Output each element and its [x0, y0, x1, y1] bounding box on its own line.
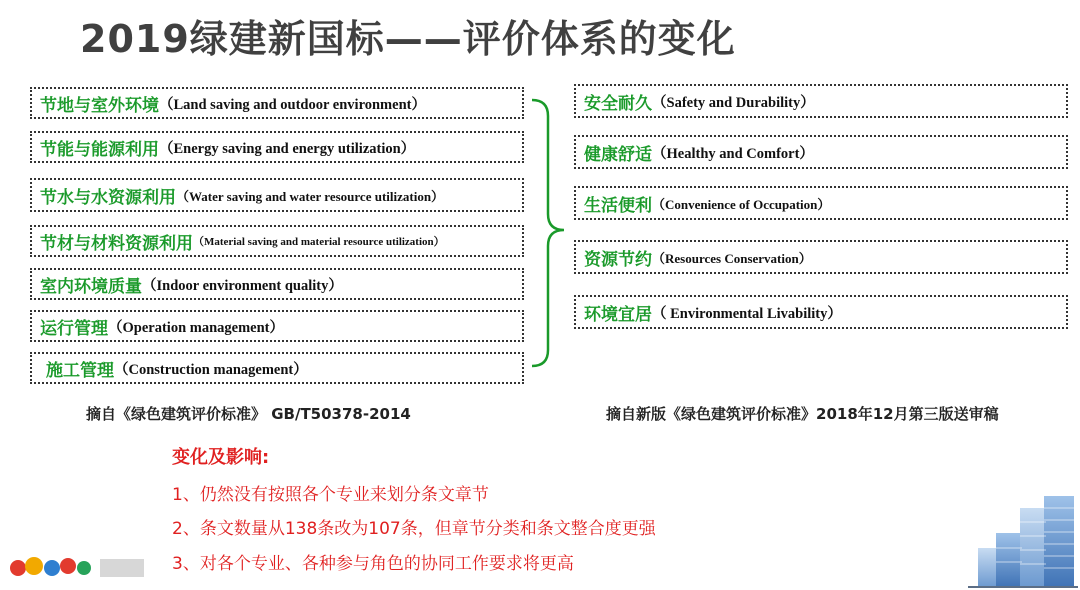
left-item-cn: 节材与材料资源利用	[40, 233, 193, 254]
right-item-en: （Safety and Durability）	[652, 94, 815, 111]
left-item-cn: 施工管理	[46, 360, 114, 381]
right-item-5	[574, 295, 1068, 329]
logo	[8, 553, 148, 583]
left-item-cn: 节水与水资源利用	[40, 187, 176, 208]
bracket-icon	[530, 96, 570, 370]
left-item-en: （Construction management）	[114, 361, 308, 378]
slide-title: 2019绿建新国标——评价体系的变化	[80, 17, 736, 61]
left-item-en: （Operation management）	[108, 319, 284, 336]
left-item-2	[30, 131, 524, 163]
right-source-caption: 摘自新版《绿色建筑评价标准》2018年12月第三版送审稿	[606, 405, 999, 423]
left-item-4	[30, 225, 524, 257]
left-item-en: （Material saving and material resource utilization）	[193, 236, 445, 248]
impact-item: 3、对各个专业、各种参与角色的协同工作要求将更高	[172, 554, 574, 574]
right-item-cn: 资源节约	[584, 249, 652, 270]
left-item-1	[30, 87, 524, 119]
left-item-7	[30, 352, 524, 384]
logo-icon	[8, 553, 148, 583]
left-source-caption: 摘自《绿色建筑评价标准》 GB/T50378-2014	[86, 405, 411, 423]
left-item-cn: 运行管理	[40, 318, 108, 339]
right-item-3	[574, 186, 1068, 220]
left-item-en: （Energy saving and energy utilization）	[159, 140, 416, 157]
right-item-cn: 安全耐久	[584, 93, 652, 114]
right-item-en: （Resources Conservation）	[652, 250, 812, 266]
impact-item: 2、条文数量从138条改为107条，但章节分类和条文整合度更强	[172, 519, 656, 539]
right-item-cn: 健康舒适	[584, 144, 652, 165]
left-item-cn: 室内环境质量	[40, 276, 142, 297]
right-item-cn: 环境宜居	[584, 304, 652, 325]
buildings-illustration	[968, 488, 1078, 588]
left-item-cn: 节能与能源利用	[40, 139, 159, 160]
left-item-5	[30, 268, 524, 300]
right-item-4	[574, 240, 1068, 274]
left-item-6	[30, 310, 524, 342]
left-item-en: （Land saving and outdoor environment）	[159, 96, 426, 113]
right-item-en: （ Environmental Livability）	[652, 305, 842, 322]
left-item-en: （Indoor environment quality）	[142, 277, 343, 294]
right-item-1	[574, 84, 1068, 118]
right-item-cn: 生活便利	[584, 195, 652, 216]
right-item-en: （Healthy and Comfort）	[652, 145, 814, 162]
left-item-en: （Water saving and water resource utilization）	[176, 188, 445, 204]
impact-item: 1、仍然没有按照各个专业来划分条文章节	[172, 485, 489, 505]
impact-title: 变化及影响:	[172, 447, 270, 468]
left-item-3	[30, 178, 524, 212]
left-item-cn: 节地与室外环境	[40, 95, 159, 116]
right-item-2	[574, 135, 1068, 169]
right-item-en: （Convenience of Occupation）	[652, 196, 831, 212]
